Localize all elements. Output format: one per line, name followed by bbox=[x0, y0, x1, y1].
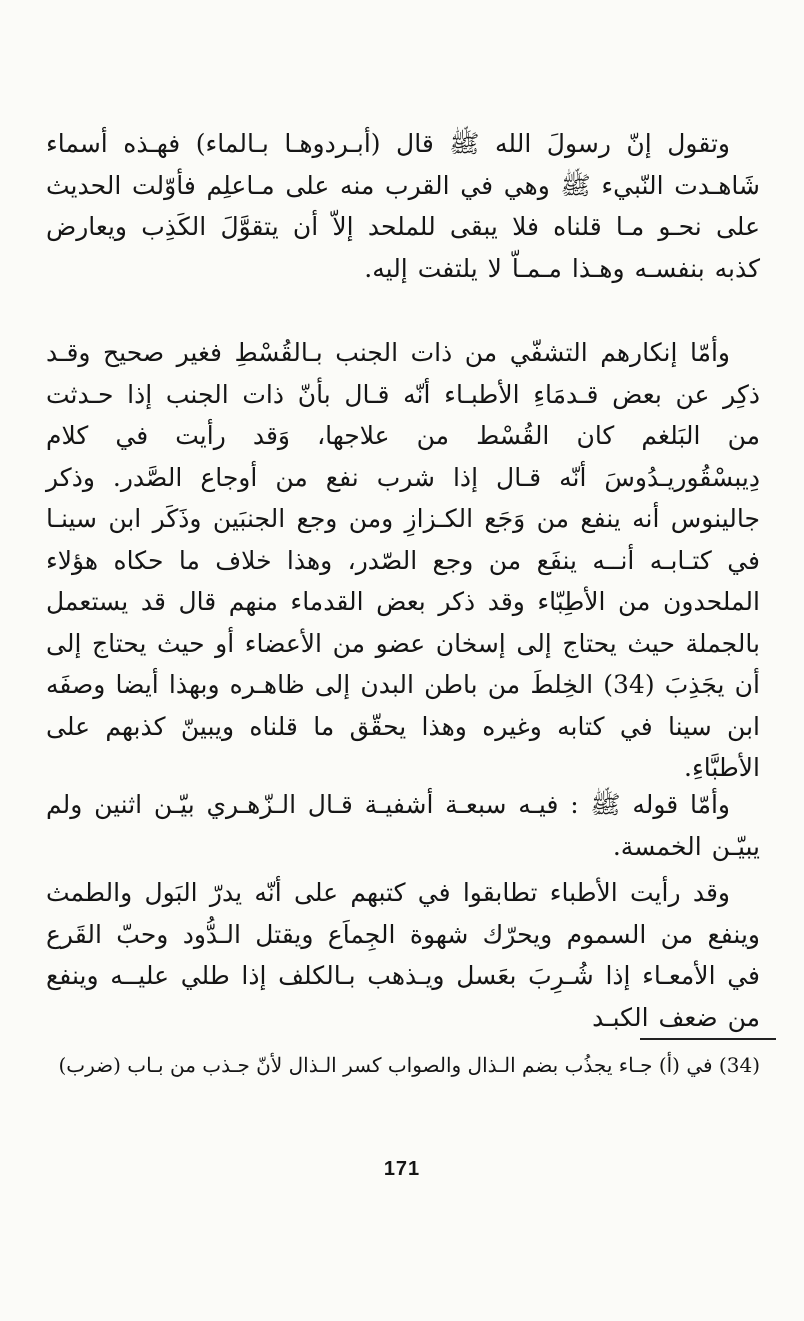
paragraph-4: وقد رأيت الأطباء تطابقوا في كتبهم على أنّه يدرّ البَول والطمث وينفع من السموم ويحرّك شهوة الجِماَع ويقتل الـدُّود وحبّ القَرع في الأمعـاء إذا شُـرِبَ بعَسل ويـذهب بـالكلف إذا طلي عليــه وينفع من ضعف الكبـد bbox=[46, 878, 760, 1032]
page-number: 171 bbox=[383, 1158, 421, 1180]
paragraph-1: وتقول إنّ رسولَ الله ﷺ قال (أبـردوهـا بـالماء) فهـذه أسماء شَاهـدت النّبيء ﷺ وهي في القرب منه على مـاعلِم فأوّلت الحديث على نحـو مـا قلناه فلا يبقى للملحد إلاّ أن يتقوَّلَ الكَذِب ويعارض كذبه بنفسـه وهـذا مـمـاّ لا يلتفت إليه. bbox=[46, 129, 760, 283]
footnote-separator bbox=[640, 1038, 776, 1040]
paragraph-3: وأمّا قوله ﷺ : فيـه سبعـة أشفيـة قـال الـزّهـري بيّـن اثنين ولم يبيّـن الخمسة. bbox=[46, 790, 760, 861]
footnote-34: (34) في (أ) جـاء يجذُب بضم الـذال والصواب كسر الـذال لأنّ جـذب من بـاب (ضرب) bbox=[58, 1053, 760, 1077]
paragraph-2: وأمّا إنكارهم التشفّي من ذات الجنب بـالقُسْطِ فغير صحيح وقـد ذكِر عن بعض قـدمَاءِ الأطبـاء أنّه قـال بأنّ ذات الجنب إذا حـدثت من البَلغم كان القُسْط من علاجها، وَقد رأيت في كلام دِيبسْقُوريـدُوسَ أنّه قـال إذا شرب نفع من أوجاع الصَّدر. وذكر جالينوس أنه ينفع من وَجَع الكـزازِ ومن وجع الجنبَين وذَكَر ابن سينـا في كتـابـه أنــه ينفَع من وجع الصّدر، وهذا خلاف ما حكاه هؤلاء الملحدون من الأطِبّاء وقد ذكر بعض القدماء منهم قال قد يستعمل بالجملة حيث يحتاج إلى إسخان عضو من الأعضاء أو حيث يحتاج إلى أن يجَذِبَ (34) الخِلطَ من باطن البدن إلى ظاهـره وبهذا أيضا وصفَه ابن سينا في كتابه وغيره وهذا يحقّق ما قلناه ويبينّ كذبهم على الأطبَّاءِ. bbox=[46, 338, 760, 782]
